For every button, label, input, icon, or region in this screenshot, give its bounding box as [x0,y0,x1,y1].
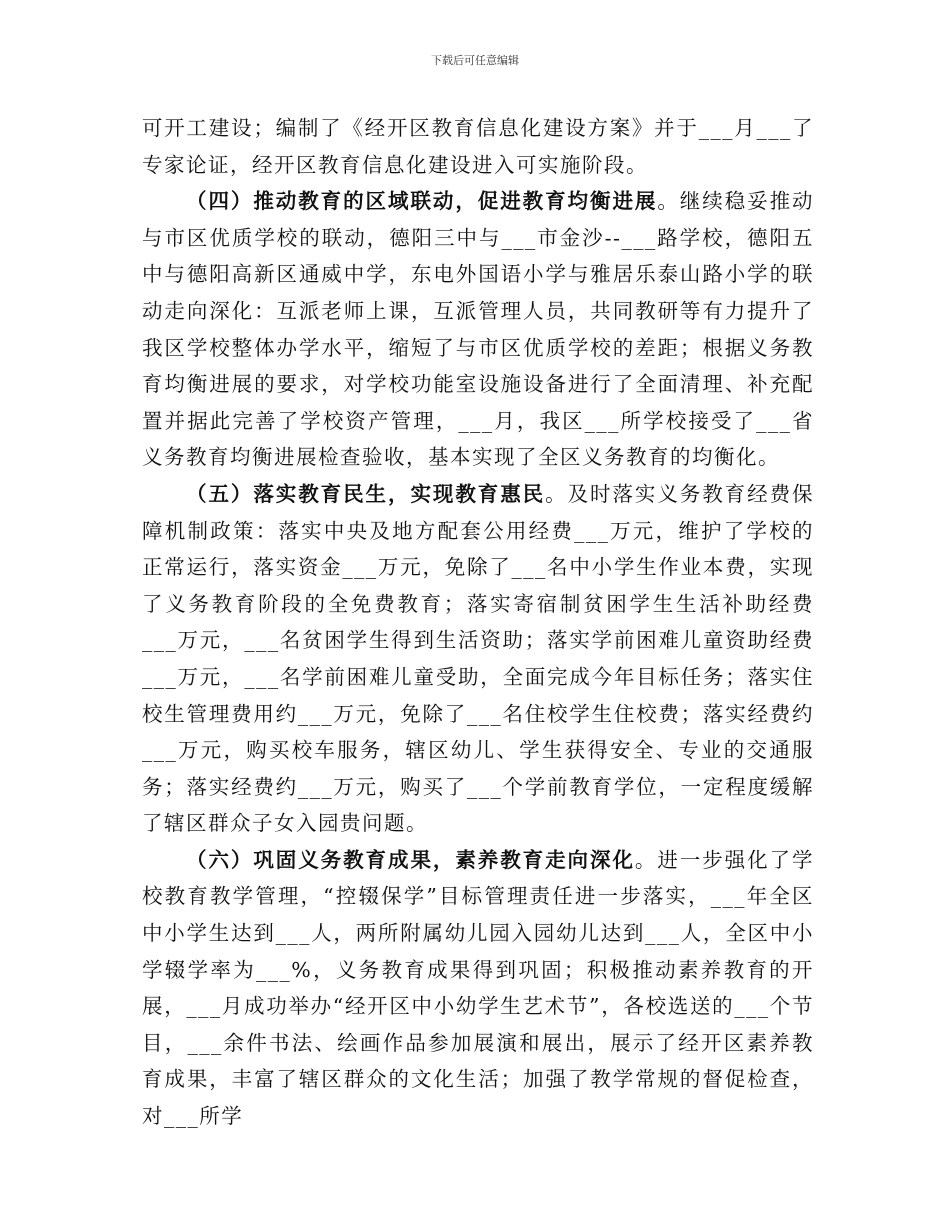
paragraph-text: 。继续稳妥推动与市区优质学校的联动，德阳三中与___市金沙--___路学校，德阳五中与德阳高新区通威中学，东电外国语小学与雅居乐泰山路小学的联动走向深化：互派老师上课，互派管理人员，共同教研等有力提升了我区学校整体办学水平，缩短了与市区优质学校的差距；根据义务教育均衡进展的要求，对学校功能室设施设备进行了全面清理、补充配置并据此完善了学校资产管理，___月，我区___所学校接受了___省义务教育均衡进展检查验收，基本实现了全区义务教育的均衡化。 [142,189,815,470]
document-body [142,110,814,1135]
section-heading: （六）巩固义务教育成果，素养教育走向深化 [186,847,635,872]
paragraph-continuation [142,110,814,183]
section-heading: （五）落实教育民生，实现教育惠民 [186,481,546,506]
section-heading: （四）推动教育的区域联动，促进教育均衡进展 [186,189,658,214]
paragraph-section-4 [142,183,814,476]
paragraph-text: 。进一步强化了学校教育教学管理，“控辍保学”目标管理责任进一步落实，___年全区中小学生达到___人，两所附属幼儿园入园幼儿达到___人，全区中小学辍学率为___%，义务教育成果得到巩固；积极推动素养教育的开展，___月成功举办“经开区中小幼学生艺术节”，各校选送的___个节目，___余件书法、绘画作品参加展演和展出，展示了经开区素养教育成果，丰富了辖区群众的文化生活；加强了教学常规的督促检查，对___所学 [142,847,815,1129]
paragraph-text: 。及时落实义务教育经费保障机制政策：落实中央及地方配套公用经费___万元，维护了学校的正常运行，落实资金___万元，免除了___名中小学生作业本费，实现了义务教育阶段的全免费教育；落实寄宿制贫困学生生活补助经费___万元，___名贫困学生得到生活资助；落实学前困难儿童资助经费___万元，___名学前困难儿童受助，全面完成今年目标任务；落实住校生管理费用约___万元，免除了___名住校学生住校费；落实经费约___万元，购买校车服务，辖区幼儿、学生获得安全、专业的交通服务；落实经费约___万元，购买了___个学前教育学位，一定程度缓解了辖区群众子女入园贵问题。 [142,481,815,836]
paragraph-text: 可开工建设；编制了《经开区教育信息化建设方案》并于___月___了专家论证，经开区教育信息化建设进入可实施阶段。 [142,116,814,177]
paragraph-section-6 [142,842,814,1135]
page-header: 下载后可任意编辑 [431,54,519,67]
paragraph-section-5 [142,476,814,842]
